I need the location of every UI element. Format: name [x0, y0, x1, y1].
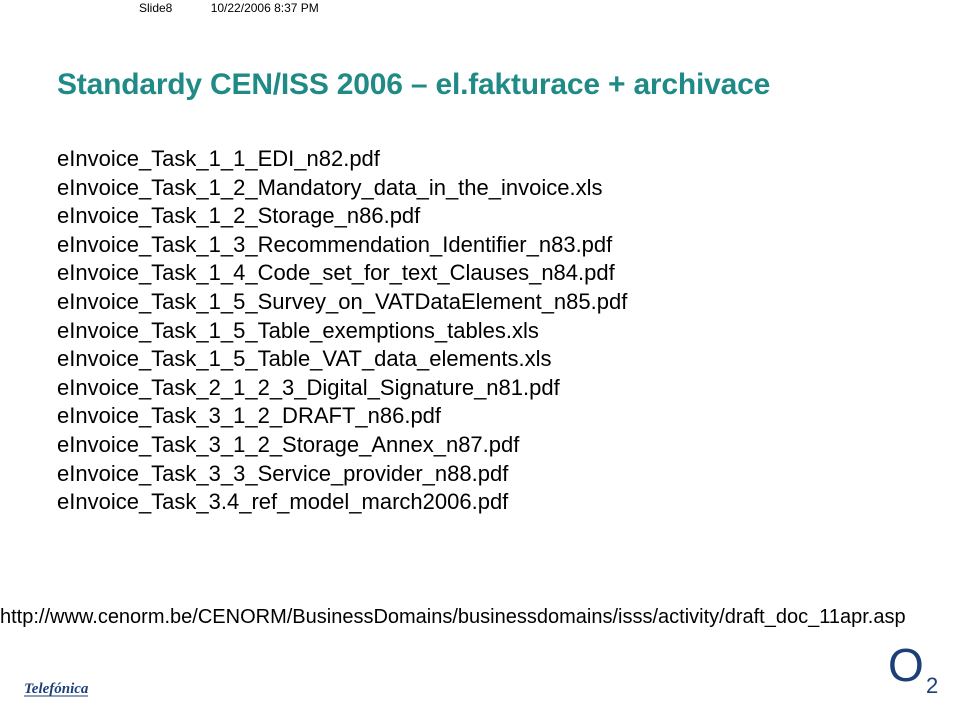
- slide-timestamp: 10/22/2006 8:37 PM: [210, 1, 319, 15]
- file-list-item[interactable]: eInvoice_Task_3_1_2_Storage_Annex_n87.pdf: [57, 431, 520, 457]
- file-list-item[interactable]: eInvoice_Task_1_4_Code_set_for_text_Clauses_n84.pdf: [57, 260, 615, 286]
- telefonica-logo: [22, 674, 92, 700]
- file-list-item[interactable]: eInvoice_Task_3_3_Service_provider_n88.pdf: [57, 460, 509, 486]
- source-url-link[interactable]: http://www.cenorm.be/CENORM/BusinessDomains/businessdomains/isss/activity/draft_doc_11apr.asp: [0, 606, 906, 628]
- file-list: [57, 145, 627, 517]
- file-list-item[interactable]: eInvoice_Task_1_5_Table_exemptions_tables.xls: [57, 317, 539, 343]
- file-list-item[interactable]: eInvoice_Task_1_5_Survey_on_VATDataElement_n85.pdf: [57, 288, 628, 314]
- svg-text:Telefónica: Telefónica: [24, 681, 89, 697]
- o2-logo: [886, 641, 946, 697]
- file-list-item[interactable]: eInvoice_Task_3_1_2_DRAFT_n86.pdf: [57, 403, 442, 429]
- file-list-item[interactable]: eInvoice_Task_3.4_ref_model_march2006.pdf: [57, 489, 509, 515]
- file-list-item[interactable]: eInvoice_Task_1_2_Mandatory_data_in_the_invoice.xls: [57, 174, 603, 200]
- file-list-item[interactable]: eInvoice_Task_1_3_Recommendation_Identifier_n83.pdf: [57, 231, 613, 257]
- file-list-item[interactable]: eInvoice_Task_1_2_Storage_n86.pdf: [57, 203, 421, 229]
- slide-header: [139, 1, 319, 15]
- slide-title: Standardy CEN/ISS 2006 – el.fakturace + archivace: [57, 68, 771, 101]
- file-list-item[interactable]: eInvoice_Task_1_1_EDI_n82.pdf: [57, 146, 380, 171]
- svg-text:O: O: [888, 641, 924, 691]
- file-list-item[interactable]: eInvoice_Task_1_5_Table_VAT_data_elements.xls: [57, 346, 552, 372]
- svg-text:2: 2: [926, 673, 939, 697]
- file-list-item[interactable]: eInvoice_Task_2_1_2_3_Digital_Signature_n81.pdf: [57, 374, 560, 400]
- slide-label: Slide8: [139, 1, 173, 15]
